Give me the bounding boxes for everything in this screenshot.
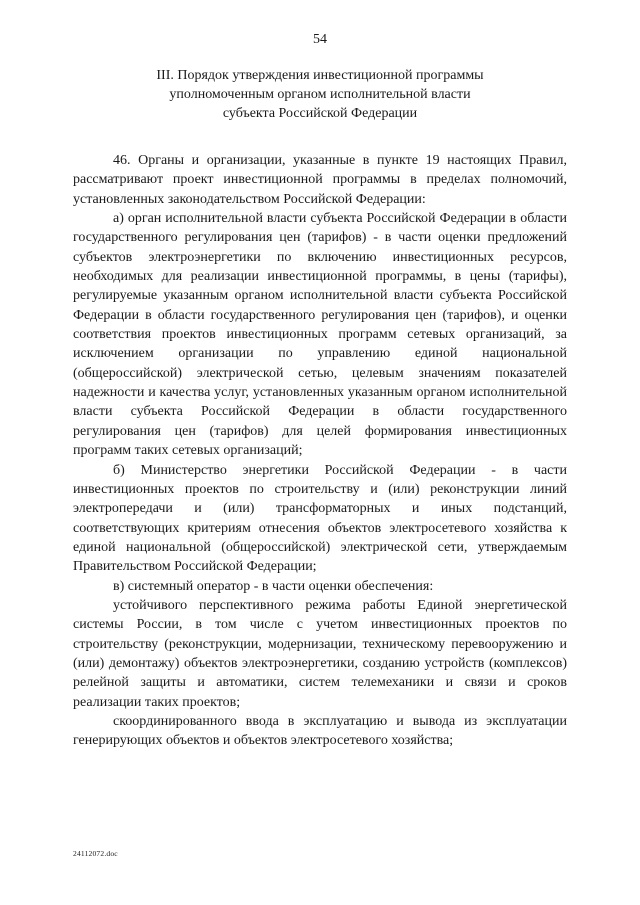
- heading-line: III. Порядок утверждения инвестиционной программы: [156, 68, 484, 83]
- heading-line: уполномоченным органом исполнительной власти: [169, 87, 471, 102]
- section-heading: [110, 66, 530, 123]
- heading-line: субъекта Российской Федерации: [222, 106, 418, 121]
- paragraph-46: 46. Органы и организации, указанные в пункте 19 настоящих Правил, рассматривают проект инвестиционной программы в пределах полномочий, установленных законодательством Российской Федерации:: [73, 153, 567, 207]
- footer-file-name: 24112072.doc: [73, 849, 118, 858]
- document-body: [73, 151, 567, 751]
- paragraph-a: а) орган исполнительной власти субъекта Российской Федерации в области государственного регулирования цен (тарифов) - в части оценки предложений субъектов электроэнергетики по включению инвестиционных ресурсов, необходимых для реализации инвестиционной программы, в цены (тарифы), регулируемые указанным органом исполнительной власти субъекта Российской Федерации в области государственного регулирования цен (тарифов), и оценки соответствия проектов инвестиционных программ сетевых организаций, за исключением организации по управлению единой национальной (общероссийской) электрической сетью, целевым значениям показателей надежности и качества услуг, установленных указанным органом исполнительной власти субъекта Российской Федерации в области государственного регулирования цен (тарифов) для целей формирования инвестиционных программ таких сетевых организаций;: [73, 211, 567, 459]
- paragraph-v: в) системный оператор - в части оценки обеспечения:: [113, 578, 434, 594]
- paragraph-b: б) Министерство энергетики Российской Федерации - в части инвестиционных проектов по строительству и (или) реконструкции линий электропередачи и (или) трансформаторных и иных подстанций, соответствующих критериям отнесения объектов электросетевого хозяйства к единой национальной (общероссийской) электрической сети, утверждаемым Правительством Российской Федерации;: [73, 462, 567, 575]
- paragraph-coordinated-input: скоординированного ввода в эксплуатацию и вывода из эксплуатации генерирующих объектов и объектов электросетевого хозяйства;: [73, 713, 567, 749]
- page-number: 54: [313, 32, 327, 47]
- paragraph-stability: устойчивого перспективного режима работы Единой энергетической системы России, в том числе с учетом инвестиционных проектов по строительству (реконструкции, модернизации, техническому перевооружению и (или) демонтажу) объектов электроэнергетики, созданию устройств (комплексов) релейной защиты и автоматики, систем телемеханики и связи и сроков реализации таких проектов;: [73, 597, 567, 710]
